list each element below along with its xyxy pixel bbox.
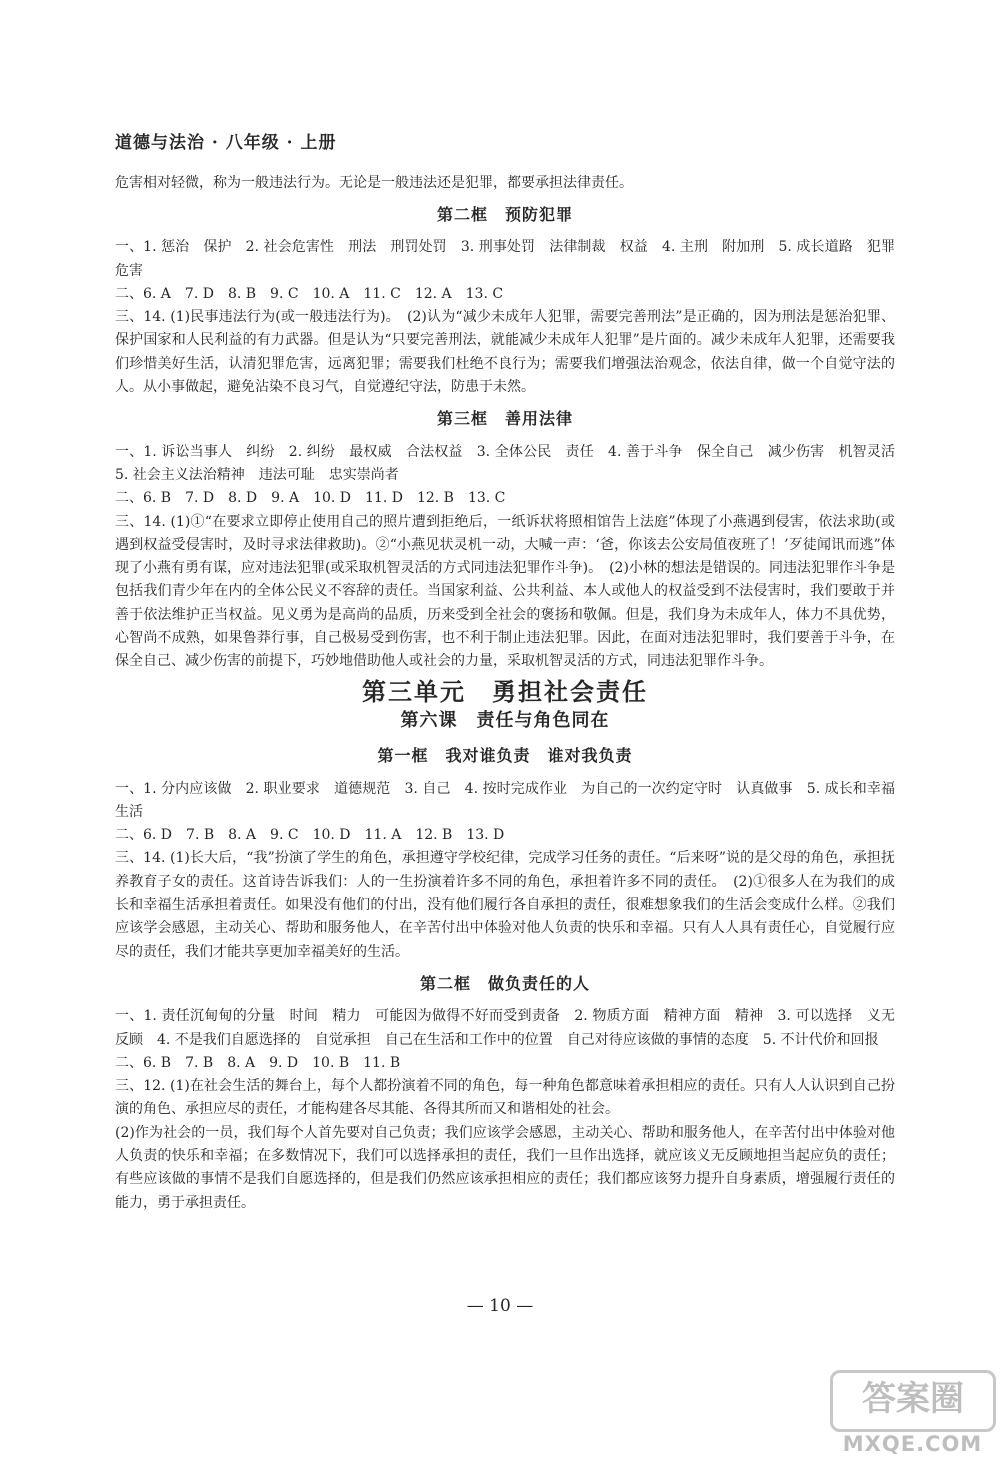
answer-paragraph: 一、1. 分内应该做 2. 职业要求 道德规范 3. 自己 4. 按时完成作业 为自己的一次约定守时 认真做事 5. 成长和幸福生活 xyxy=(115,780,895,820)
answer-paragraph: 一、1. 惩治 保护 2. 社会危害性 刑法 刑罚处罚 3. 刑事处罚 法律制裁 权益 4. 主刑 附加刑 5. 成长道路 犯罪危害 xyxy=(115,239,895,279)
section-title: 第二框 预防犯罪 xyxy=(436,205,573,224)
page-number: — 10 — xyxy=(466,1296,534,1316)
section-title: 第一框 我对谁负责 谁对我负责 xyxy=(377,746,633,766)
lesson-title: 第六课 责任与角色同在 xyxy=(400,709,610,731)
answer-paragraph: 三、14. (1)民事违法行为(或一般违法行为)。 (2)认为“减少未成年人犯罪，需要完善刑法”是正确的，因为刑法是惩治犯罪、保护国家和人民利益的有力武器。但是认为“只要完善刑法，就能减少未成年人犯罪”是片面的。减少未成年人犯罪，还需要我们珍惜美好生活，认清犯罪危害，远离犯罪；需要我们杜绝不良行为；需要我们增强法治观念，依法自律，做一个自觉守法的人。从小事做起，避免沾染不良习气，自觉遵纪守法，防患于未然。 xyxy=(115,309,895,396)
watermark-logo xyxy=(830,1370,995,1465)
section-title: 第二框 做负责任的人 xyxy=(419,973,590,993)
watermark-url: MXQE.COM xyxy=(842,1432,983,1456)
answer-paragraph: 二、6. B 7. D 8. D 9. A 10. D 11. D 12. B 13. C xyxy=(115,490,506,507)
answer-paragraph: 一、1. 责任沉甸甸的分量 时间 精力 可能因为做得不好而受到责备 2. 物质方面 精神方面 精神 3. 可以选择 义无反顾 4. 不是我们自愿选择的 自觉承担 自己在生活和工作中的位置 自己对待应该做的事情的态度 5. 不计代价和回报 xyxy=(115,1008,895,1048)
answer-content xyxy=(115,195,909,1215)
answer-paragraph: 一、1. 诉讼当事人 纠纷 2. 纠纷 最权威 合法权益 3. 全体公民 责任 4. 善于斗争 保全自己 减少伤害 机智灵活 5. 社会主义法治精神 违法可耻 忠实崇尚者 xyxy=(115,443,909,483)
lead-paragraph: 危害相对轻微，称为一般违法行为。无论是一般违法还是犯罪，都要承担法律责任。 xyxy=(115,175,633,191)
answer-paragraph: 三、14. (1)长大后，“我”扮演了学生的角色，承担遵守学校纪律，完成学习任务的责任。“后来呀”说的是父母的角色，承担抚养教育子女的责任。这首诗告诉我们：人的一生扮演着许多不同的角色，承担着许多不同的责任。 (2)①很多人在为我们的成长和幸福生活承担着责任。如果没有他们的付出，没有他们履行各自承担的责任，很难想象我们的生活会变成什么样。②我们应该学会感恩，主动关心、帮助和服务他人，在辛苦付出中体验对他人负责的快乐和幸福。只有人人具有责任心，自觉履行应尽的责任，我们才能共享更加幸福美好的生活。 xyxy=(115,850,895,960)
answer-paragraph: 二、6. D 7. B 8. A 9. C 10. D 11. A 12. B 13. D xyxy=(115,827,505,844)
answer-paragraph: 二、6. B 7. B 8. A 9. D 10. B 11. B xyxy=(115,1054,401,1071)
section-title: 第三框 善用法律 xyxy=(436,409,573,429)
answer-paragraph: 三、12. (1)在社会生活的舞台上，每个人都扮演着不同的角色，每一种角色都意味着承担相应的责任。只有人人认识到自己扮演的角色、承担应尽的责任，才能构建各尽其能、各得其所而又和谐相处的社会。 xyxy=(115,1078,895,1118)
answer-paragraph: 二、6. A 7. D 8. B 9. C 10. A 11. C 12. A 13. C xyxy=(115,285,504,302)
answer-paragraph: 三、14. (1)①“在要求立即停止使用自己的照片遭到拒绝后，一纸诉状将照相馆告上法庭”体现了小燕遇到侵害，依法求助(或遇到权益受侵害时，及时寻求法律救助)。②“小燕见状灵机一动，大喊一声：‘爸，你该去公安局值夜班了！’歹徒闻讯而逃”体现了小燕有勇有谋，应对违法犯罪(或采取机智灵活的方式同违法犯罪作斗争)。 (2)小林的想法是错误的。同违法犯罪作斗争是包括我们青少年在内的全体公民义不容辞的责任。当国家利益、公共利益、本人或他人的权益受到不法侵害时，我们要敢于并善于依法维护正当权益。见义勇为是高尚的品质，历来受到全社会的褒扬和敬佩。但是，我们身为未成年人，体力不具优势，心智尚不成熟，如果鲁莽行事，自己极易受到伤害，也不利于制止违法犯罪。因此，在面对违法犯罪时，我们要善于斗争，在保全自己、减少伤害的前提下，巧妙地借助他人或社会的力量，采取机智灵活的方式，同违法犯罪作斗争。 xyxy=(115,513,895,670)
answer-paragraph: (2)作为社会的一员，我们每个人首先要对自己负责；我们应该学会感恩，主动关心、帮助和服务他人，在辛苦付出中体验对他人负责的快乐和幸福；在多数情况下，我们可以选择承担的责任，我们一旦作出选择，就应该义无反顾地担当起应负的责任；有些应该做的事情不是我们自愿选择的，但是我们仍然应该承担相应的责任；我们都应该努力提升自身素质，增强履行责任的能力，勇于承担责任。 xyxy=(115,1124,895,1211)
unit-title: 第三单元 勇担社会责任 xyxy=(362,676,648,706)
page-header: 道德与法治 · 八年级 · 上册 xyxy=(115,133,337,153)
watermark-badge: 答案圈 xyxy=(830,1370,996,1432)
